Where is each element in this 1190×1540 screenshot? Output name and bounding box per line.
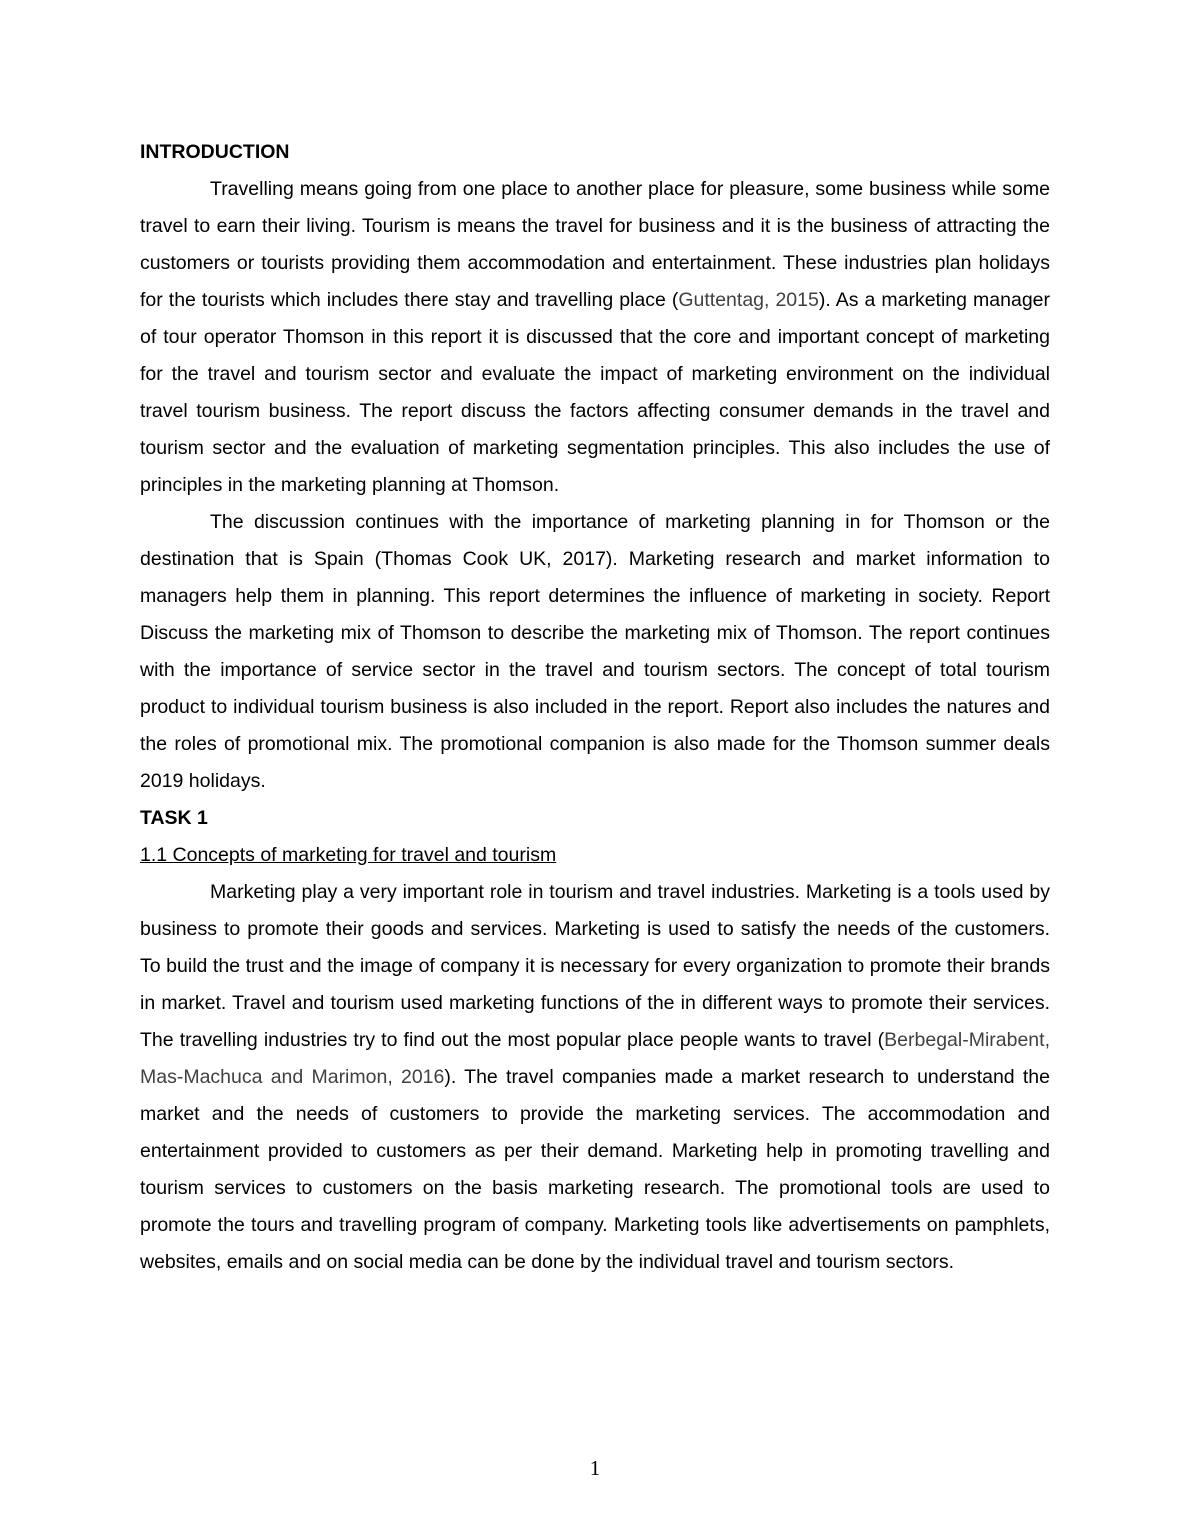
task1-paragraph-1	[140, 874, 1050, 1281]
citation-berbegal-mirabent: Berbegal-Mirabent, Mas-Machuca and Marimon, 2016	[140, 1029, 1050, 1088]
document-page	[140, 134, 1050, 1281]
citation-guttentag: Guttentag, 2015	[678, 289, 819, 311]
introduction-paragraph-1	[140, 171, 1050, 504]
task1-subheading: 1.1 Concepts of marketing for travel and tourism	[140, 844, 557, 866]
task1-heading: TASK 1	[140, 807, 208, 829]
introduction-paragraph-2: The discussion continues with the importance of marketing planning in for Thomson or the destination that is Spain (Thomas Cook UK, 2017). Marketing research and market information to managers help them in planning. This report determines the influence of marketing in society. Report Discuss the marketing mix of Thomson to describe the marketing mix of Thomson. The report continues with the importance of service sector in the travel and tourism sectors. The concept of total tourism product to individual tourism business is also included in the report. Report also includes the natures and the roles of promotional mix. The promotional companion is also made for the Thomson summer deals 2019 holidays.	[140, 511, 1050, 792]
introduction-paragraph-1-text-b: ). As a marketing manager of tour operator Thomson in this report it is discussed that the core and important concept of marketing for the travel and tourism sector and evaluate the impact of marketing environment on the individual travel tourism business. The report discuss the factors affecting consumer demands in the travel and tourism sector and the evaluation of marketing segmentation principles. This also includes the use of principles in the marketing planning at Thomson.	[140, 289, 1050, 496]
introduction-paragraph-1-text-a: Travelling means going from one place to another place for pleasure, some business while some travel to earn their living. Tourism is means the travel for business and it is the business of attracting the customers or tourists providing them accommodation and entertainment. These industries plan holidays for the tourists which includes there stay and travelling place (	[140, 178, 1050, 311]
task1-paragraph-1-text-b: ). The travel companies made a market research to understand the market and the needs of customers to provide the marketing services. The accommodation and entertainment provided to customers as per their demand. Marketing help in promoting travelling and tourism services to customers on the basis marketing research. The promotional tools are used to promote the tours and travelling program of company. Marketing tools like advertisements on pamphlets, websites, emails and on social media can be done by the individual travel and tourism sectors.	[140, 1066, 1050, 1273]
task1-paragraph-1-text-a: Marketing play a very important role in tourism and travel industries. Marketing is a tools used by business to promote their goods and services. Marketing is used to satisfy the needs of the customers. To build the trust and the image of company it is necessary for every organization to promote their brands in market. Travel and tourism used marketing functions of the in different ways to promote their services. The travelling industries try to find out the most popular place people wants to travel (	[140, 881, 1050, 1051]
page-number: 1	[589, 1456, 601, 1480]
introduction-heading: INTRODUCTION	[140, 141, 290, 163]
